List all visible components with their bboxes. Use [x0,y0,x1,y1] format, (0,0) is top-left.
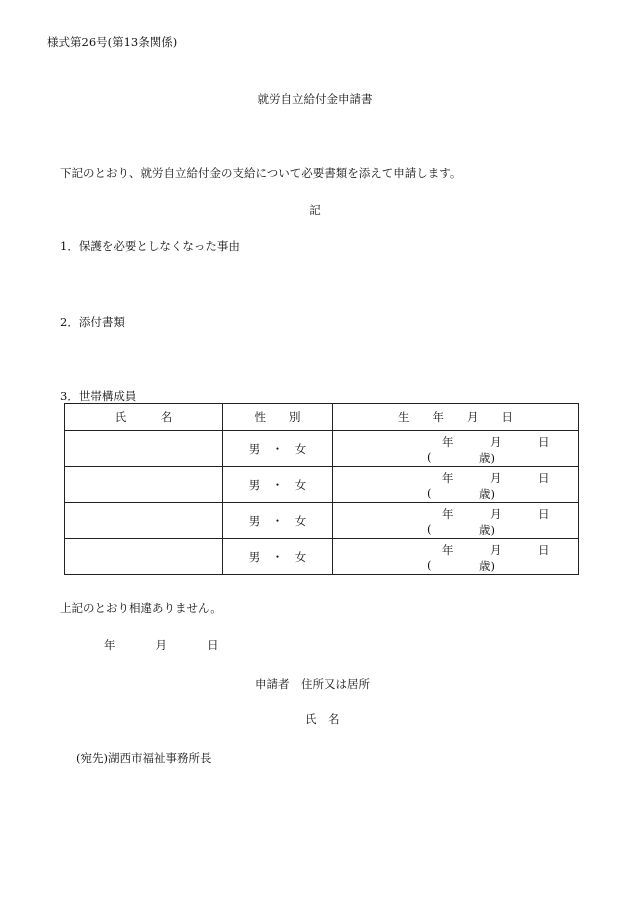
day-label: 日 [538,435,550,449]
age-paren-open: ( [427,486,432,500]
date-year-label: 年 [104,638,116,652]
applicant-name-label: 氏 名 [305,712,340,726]
confirmation-text: 上記のとおり相違ありません。 [60,601,222,615]
table-row [65,467,579,503]
date-day-label: 日 [207,638,219,652]
table-header-row [65,404,579,431]
gender-choice[interactable]: 男 ・ 女 [223,503,333,539]
year-label: 年 [442,507,454,521]
document-title: 就労自立給付金申請書 [257,92,373,106]
member-name-cell[interactable] [65,539,223,575]
item-household-members: 3．世帯構成員 [60,389,137,403]
month-label: 月 [490,543,502,557]
birthdate-cell[interactable] [333,503,579,539]
birthdate-cell[interactable] [333,431,579,467]
age-label: 歳) [479,523,495,537]
day-label: 日 [538,543,550,557]
table-row [65,431,579,467]
application-date[interactable] [104,637,219,653]
gender-choice[interactable]: 男 ・ 女 [223,539,333,575]
birthdate-cell[interactable] [333,467,579,503]
year-label: 年 [442,471,454,485]
year-label: 年 [442,435,454,449]
intro-text: 下記のとおり、就労自立給付金の支給について必要書類を添えて申請します。 [60,166,462,180]
age-label: 歳) [479,451,495,465]
addressee: (宛先)湖西市福祉事務所長 [76,751,212,765]
age-paren-open: ( [427,450,432,464]
month-label: 月 [490,471,502,485]
header-birthdate: 生 年 月 日 [333,404,579,431]
year-label: 年 [442,543,454,557]
day-label: 日 [538,507,550,521]
month-label: 月 [490,507,502,521]
form-number: 様式第26号(第13条関係) [47,35,178,49]
header-name: 氏 名 [65,404,223,431]
age-paren-open: ( [427,522,432,536]
item-reason: 1．保護を必要としなくなった事由 [60,239,240,253]
member-name-cell[interactable] [65,431,223,467]
item-attachments: 2．添付書類 [60,315,125,329]
birthdate-cell[interactable] [333,539,579,575]
member-name-cell[interactable] [65,503,223,539]
table-row [65,503,579,539]
age-label: 歳) [479,487,495,501]
ki-heading: 記 [309,203,321,217]
date-month-label: 月 [155,638,167,652]
household-members-table [64,403,579,575]
gender-choice[interactable]: 男 ・ 女 [223,467,333,503]
day-label: 日 [538,471,550,485]
age-label: 歳) [479,559,495,573]
age-paren-open: ( [427,558,432,572]
header-sex: 性 別 [223,404,333,431]
gender-choice[interactable]: 男 ・ 女 [223,431,333,467]
member-name-cell[interactable] [65,467,223,503]
applicant-address-label: 申請者 住所又は居所 [255,677,370,691]
table-row [65,539,579,575]
month-label: 月 [490,435,502,449]
